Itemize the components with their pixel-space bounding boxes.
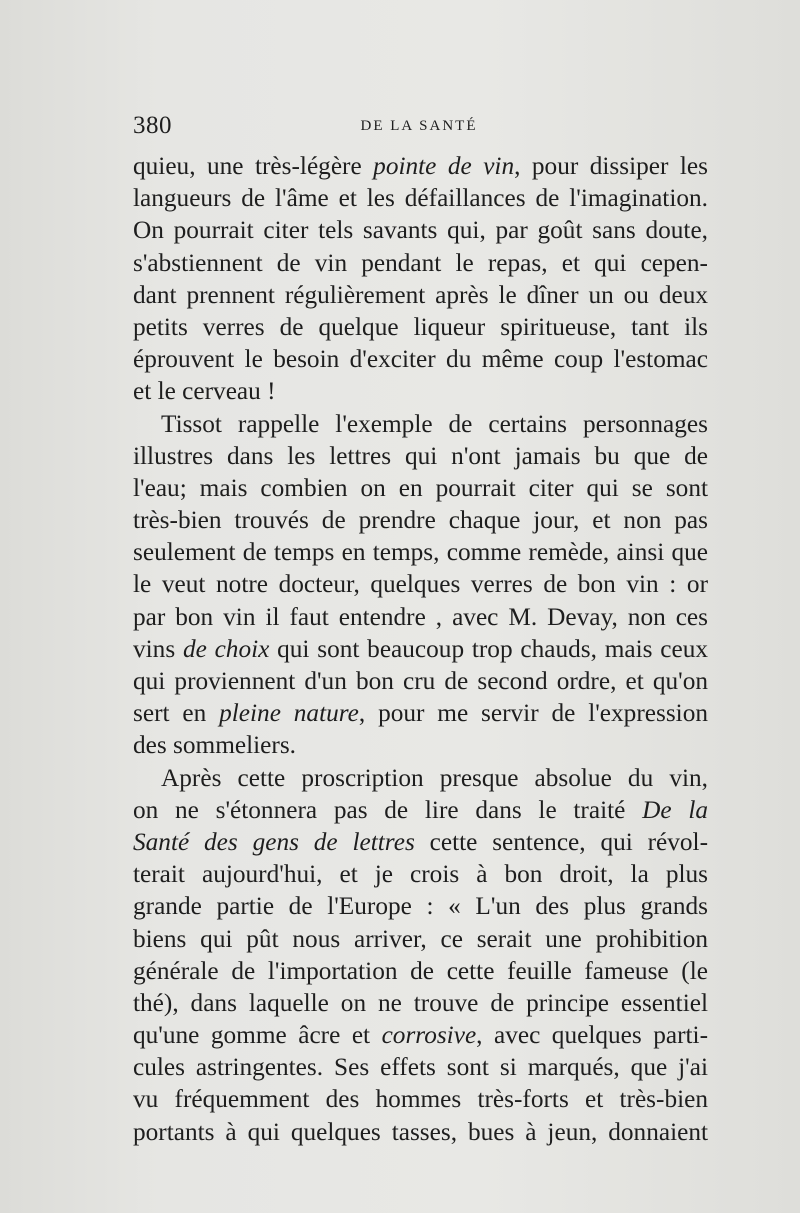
text-segment: terait aujourd'hui, et je crois à bon droit, la plus <box>133 860 708 889</box>
text-segment: langueurs de l'âme et les défaillances de l'imagination. <box>133 184 708 213</box>
text-segment: petits verres de quelque liqueur spiritueuse, tant ils <box>133 312 708 341</box>
text-segment: , pour me servir de l'expression <box>358 699 708 728</box>
text-segment: thé), dans laquelle on ne trouve de principe essentiel <box>133 988 708 1017</box>
text-line <box>133 440 708 472</box>
text-segment: On pourrait citer tels savants qui, par goût sans doute, <box>133 216 708 245</box>
italic-text: pleine nature <box>219 699 359 728</box>
text-line <box>133 504 708 536</box>
text-line <box>133 955 708 987</box>
text-line <box>133 633 708 665</box>
italic-text: De la <box>642 795 708 824</box>
text-line <box>133 665 708 697</box>
text-segment: qu'une gomme âcre et <box>133 1021 382 1050</box>
text-segment: éprouvent le besoin d'exciter du même coup l'estomac <box>133 345 708 374</box>
text-segment: s'abstiennent de vin pendant le repas, et qui cepen- <box>133 248 708 277</box>
text-line <box>133 472 708 504</box>
text-segment: le veut notre docteur, quelques verres de bon vin : or <box>133 570 708 599</box>
text-segment: par bon vin il faut entendre , avec M. Devay, non ces <box>133 602 708 631</box>
text-segment: seulement de temps en temps, comme remède, ainsi que <box>133 538 708 567</box>
text-line <box>133 1051 708 1083</box>
italic-text: de choix <box>182 634 270 663</box>
text-segment: très-bien trouvés de prendre chaque jour, et non pas <box>133 506 708 535</box>
text-line <box>133 182 708 214</box>
text-segment: sert en <box>133 699 220 728</box>
text-line <box>133 150 708 182</box>
text-segment: générale de l'importation de cette feuille fameuse (le <box>133 956 708 985</box>
body-text <box>133 150 708 1148</box>
italic-text: corrosive <box>381 1021 477 1050</box>
text-segment: biens qui pût nous arriver, ce serait une prohibition <box>133 924 708 953</box>
page-header <box>133 112 705 146</box>
text-segment: vins <box>133 634 183 663</box>
running-head: DE LA SANTÉ <box>360 118 478 134</box>
text-segment: cette sentence, qui révol- <box>414 827 708 856</box>
italic-text: pointe de vin <box>373 152 515 180</box>
text-line <box>133 987 708 1019</box>
text-segment: quieu, une très-légère <box>133 152 374 180</box>
text-line <box>133 697 708 729</box>
text-line <box>133 794 708 826</box>
text-segment: qui proviennent d'un bon cru de second ordre, et qu'on <box>133 667 708 695</box>
text-segment: dant prennent régulièrement après le dîner un ou deux <box>133 280 708 309</box>
text-line <box>133 247 708 279</box>
text-segment: qui sont beaucoup trop chauds, mais ceux <box>269 634 708 663</box>
text-line <box>133 343 708 375</box>
text-line <box>133 601 708 633</box>
text-segment: Après cette proscription presque absolue du vin, <box>161 763 708 792</box>
text-segment: cules astringentes. Ses effets sont si marqués, que j'ai <box>133 1053 708 1082</box>
page-number: 380 <box>133 112 172 139</box>
text-line <box>133 568 708 600</box>
text-segment: l'eau; mais combien on en pourrait citer qui se sont <box>133 473 708 502</box>
text-segment: grande partie de l'Europe : « L'un des plus grands <box>133 892 708 921</box>
text-line <box>133 858 708 890</box>
text-segment: portants à qui quelques tasses, bues à jeun, donnaient <box>133 1117 708 1146</box>
text-segment: vu fréquemment des hommes très-forts et très-bien <box>133 1085 708 1114</box>
text-segment: Tissot rappelle l'exemple de certains personnages <box>161 409 708 438</box>
text-line <box>133 214 708 246</box>
text-segment: des sommeliers. <box>133 731 296 760</box>
text-line <box>133 1116 708 1148</box>
text-segment: , avec quelques parti- <box>476 1021 708 1050</box>
text-line <box>133 375 708 407</box>
text-line <box>133 890 708 922</box>
text-segment: et le cerveau ! <box>133 377 276 406</box>
text-segment: on ne s'étonnera pas de lire dans le traité <box>133 795 643 824</box>
text-segment: , pour dissiper les <box>514 152 708 180</box>
text-line <box>133 826 708 858</box>
text-segment: illustres dans les lettres qui n'ont jamais bu que de <box>133 441 708 470</box>
text-line <box>133 762 708 794</box>
text-line <box>133 408 708 440</box>
text-line <box>133 923 708 955</box>
text-line <box>133 279 708 311</box>
text-line <box>133 1083 708 1115</box>
italic-text: Santé des gens de lettres <box>133 827 415 856</box>
text-line <box>133 1019 708 1051</box>
text-line <box>133 536 708 568</box>
text-line <box>133 729 708 761</box>
text-line <box>133 311 708 343</box>
